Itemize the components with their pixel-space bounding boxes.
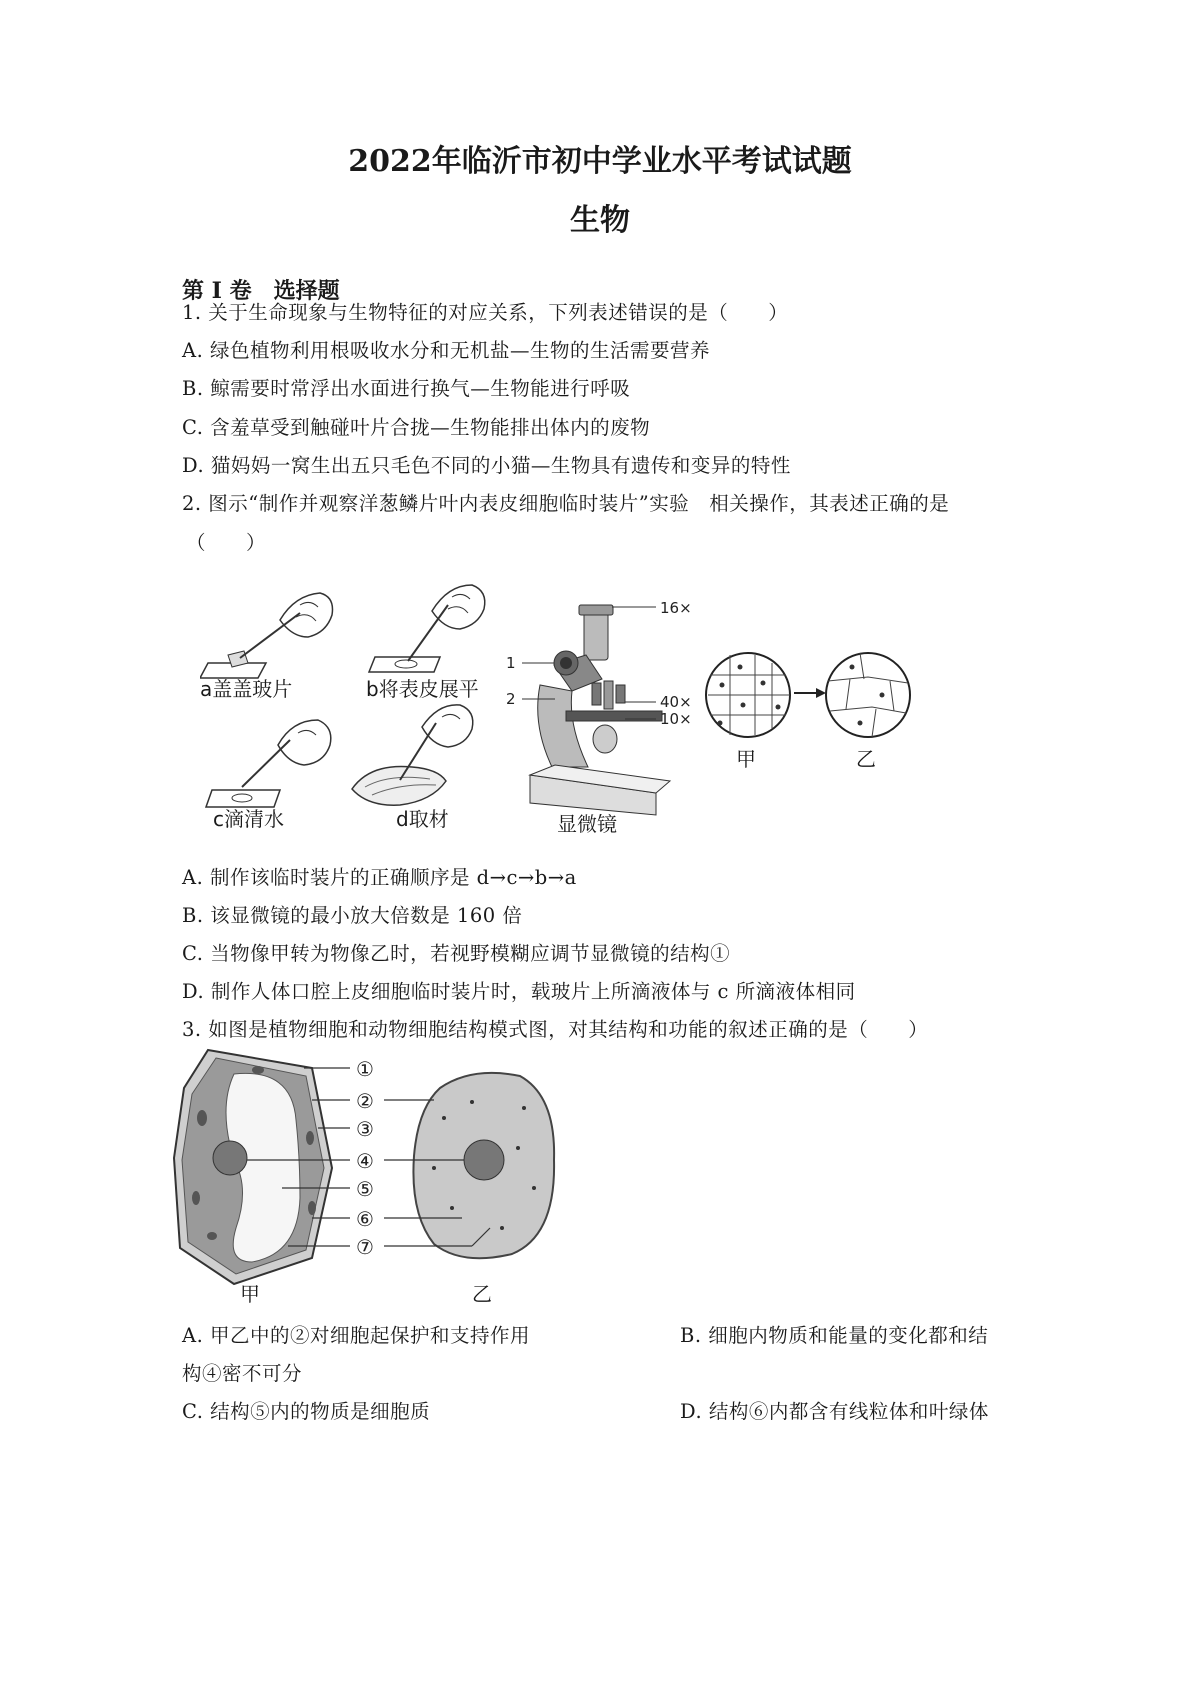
label-5: ⑤ [356,1177,374,1201]
mark-10x: 10× [660,710,692,728]
view-yi-label: 乙 [856,747,876,771]
label-7: ⑦ [356,1235,374,1259]
q3-option-b: B. 细胞内物质和能量的变化都和结 [680,1324,989,1347]
step-a-label: a盖盖玻片 [200,677,293,701]
q1-option-d: D. 猫妈妈一窝生出五只毛色不同的小猫—生物具有遗传和变异的特性 [182,454,791,477]
step-c-illustration [206,720,331,807]
step-d-label: d取材 [396,807,449,831]
mark-1: 1 [506,654,516,672]
q2-option-c: C. 当物像甲转为物像乙时，若视野模糊应调节显微镜的结构① [182,942,731,965]
label-2: ② [356,1089,374,1113]
mark-2: 2 [506,690,516,708]
section-heading: 第 I 卷 选择题 [182,278,340,304]
view-yi-illustration [826,653,910,737]
q2-option-b: B. 该显微镜的最小放大倍数是 160 倍 [182,904,523,927]
q1-stem: 1. 关于生命现象与生物特征的对应关系，下列表述错误的是（ ） [182,301,789,324]
animal-cell-label: 乙 [472,1282,492,1306]
label-1: ① [356,1057,374,1081]
mark-16x: 16× [660,599,692,617]
exam-title: 2022年临沂市初中学业水平考试试题 [348,144,852,179]
view-jia-label: 甲 [736,747,756,771]
q3-option-b-cont: 构④密不可分 [182,1362,303,1385]
microscope-illustration [522,605,670,815]
q3-option-d: D. 结构⑥内都含有线粒体和叶绿体 [680,1400,989,1423]
step-b-illustration [369,585,485,672]
q3-figure [172,1048,572,1310]
q2-option-a: A. 制作该临时装片的正确顺序是 d→c→b→a [182,866,577,889]
animal-cell-illustration [413,1073,554,1258]
q1-option-c: C. 含羞草受到触碰叶片合拢—生物能排出体内的废物 [182,416,651,439]
microscope-label: 显微镜 [557,812,617,836]
q1-option-a: A. 绿色植物利用根吸收水分和无机盐—生物的生活需要营养 [182,339,710,362]
step-d-illustration [352,705,473,805]
mark-40x: 40× [660,693,692,711]
step-b-label: b将表皮展平 [366,677,479,701]
view-jia-illustration [706,653,826,737]
q2-figure [200,575,990,845]
plant-cell-label: 甲 [240,1282,260,1306]
q3-option-a: A. 甲乙中的②对细胞起保护和支持作用 [182,1324,530,1347]
label-3: ③ [356,1117,374,1141]
q2-option-d: D. 制作人体口腔上皮细胞临时装片时，载玻片上所滴液体与 c 所滴液体相同 [182,980,856,1003]
step-a-illustration [200,593,333,678]
q3-option-c: C. 结构⑤内的物质是细胞质 [182,1400,431,1423]
q1-option-b: B. 鲸需要时常浮出水面进行换气—生物能进行呼吸 [182,377,631,400]
q2-stem: 2. 图示“制作并观察洋葱鳞片叶内表皮细胞临时装片”实验 相关操作，其表述正确的是 [182,492,950,515]
step-c-label: c滴清水 [213,807,284,831]
q2-figure-drawing [200,575,990,845]
q2-stem-cont: （ ） [186,531,267,554]
label-4: ④ [356,1149,374,1173]
subject-title: 生物 [570,203,630,238]
plant-cell-illustration [174,1050,332,1284]
q3-stem: 3. 如图是植物细胞和动物细胞结构模式图，对其结构和功能的叙述正确的是（ ） [182,1018,929,1041]
label-6: ⑥ [356,1207,374,1231]
q3-figure-drawing [172,1048,572,1310]
